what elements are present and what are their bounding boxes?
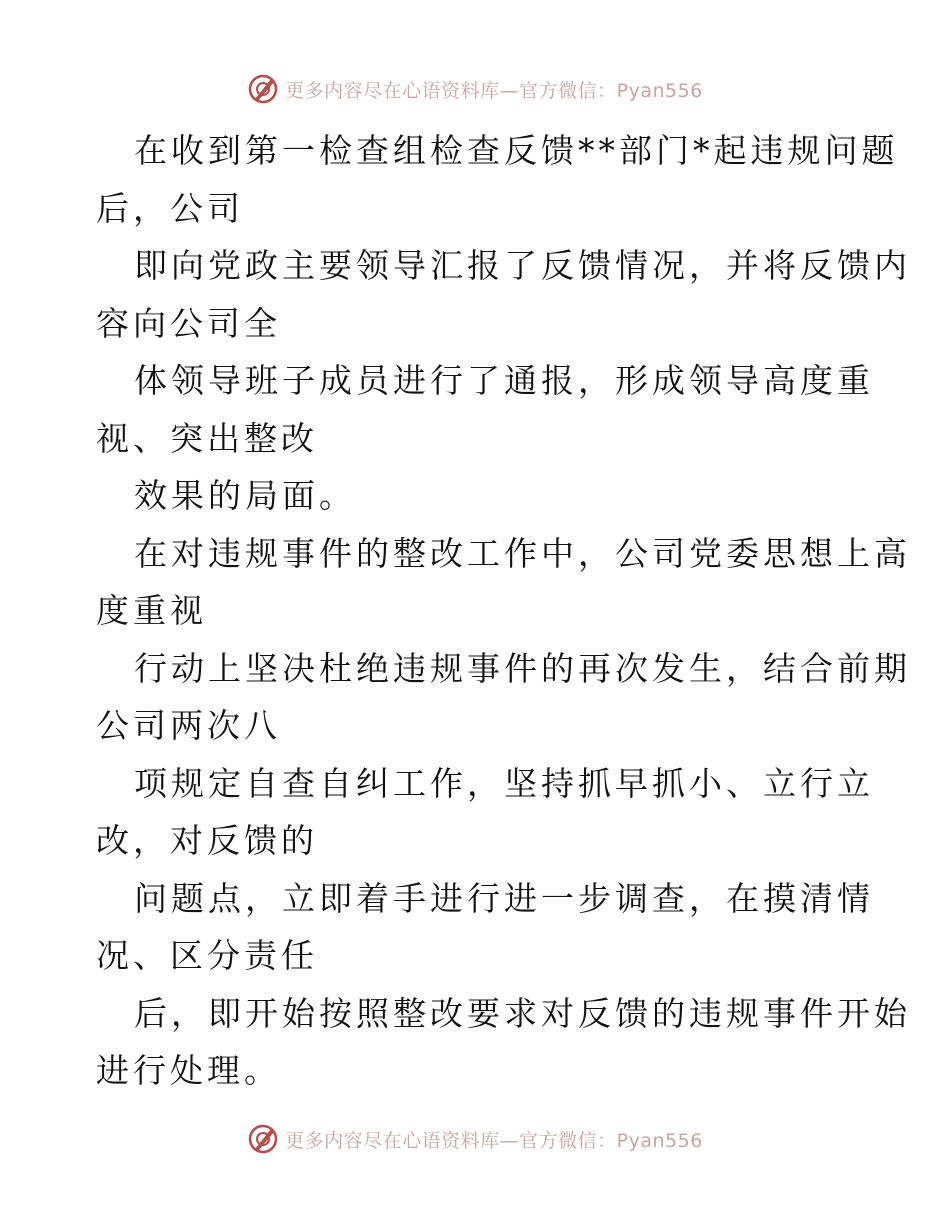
text-line: 视、突出整改 — [96, 418, 318, 458]
text-line: 况、区分责任 — [96, 936, 318, 975]
text-line: 行动上坚决杜绝违规事件的再次发生，结合前期 — [134, 648, 911, 688]
text-line: 改，对反馈的 — [96, 821, 318, 860]
text-line: 项规定自查自纠工作，坚持抓早抓小、立行立 — [134, 763, 874, 803]
text-line: 即向党政主要领导汇报了反馈情况，并将反馈内 — [134, 246, 911, 285]
quill-logo-icon — [247, 73, 279, 105]
header-watermark — [0, 72, 950, 106]
text-line: 体领导班子成员进行了通报，形成领导高度重 — [134, 361, 874, 400]
text-line: 进行处理。 — [96, 1051, 281, 1090]
text-line: 度重视 — [96, 591, 207, 630]
text-line: 容向公司全 — [96, 303, 281, 343]
text-line: 效果的局面。 — [134, 476, 356, 515]
text-line: 在对违规事件的整改工作中，公司党委思想上高 — [134, 533, 911, 573]
text-line: 后，即开始按照整改要求对反馈的违规事件开始 — [134, 993, 911, 1033]
text-line: 公司两次八 — [96, 706, 281, 745]
document-body — [96, 122, 911, 1100]
text-line: 后，公司 — [96, 188, 244, 228]
quill-logo-icon — [247, 1123, 279, 1155]
text-line: 在收到第一检查组检查反馈**部门*起违规问题 — [134, 131, 899, 170]
footer-watermark — [0, 1122, 950, 1156]
watermark-text: 更多内容尽在心语资料库—官方微信：Pyan556 — [285, 79, 703, 102]
watermark-text: 更多内容尽在心语资料库—官方微信：Pyan556 — [285, 1129, 703, 1152]
text-line: 问题点，立即着手进行进一步调查，在摸清情 — [134, 878, 874, 918]
